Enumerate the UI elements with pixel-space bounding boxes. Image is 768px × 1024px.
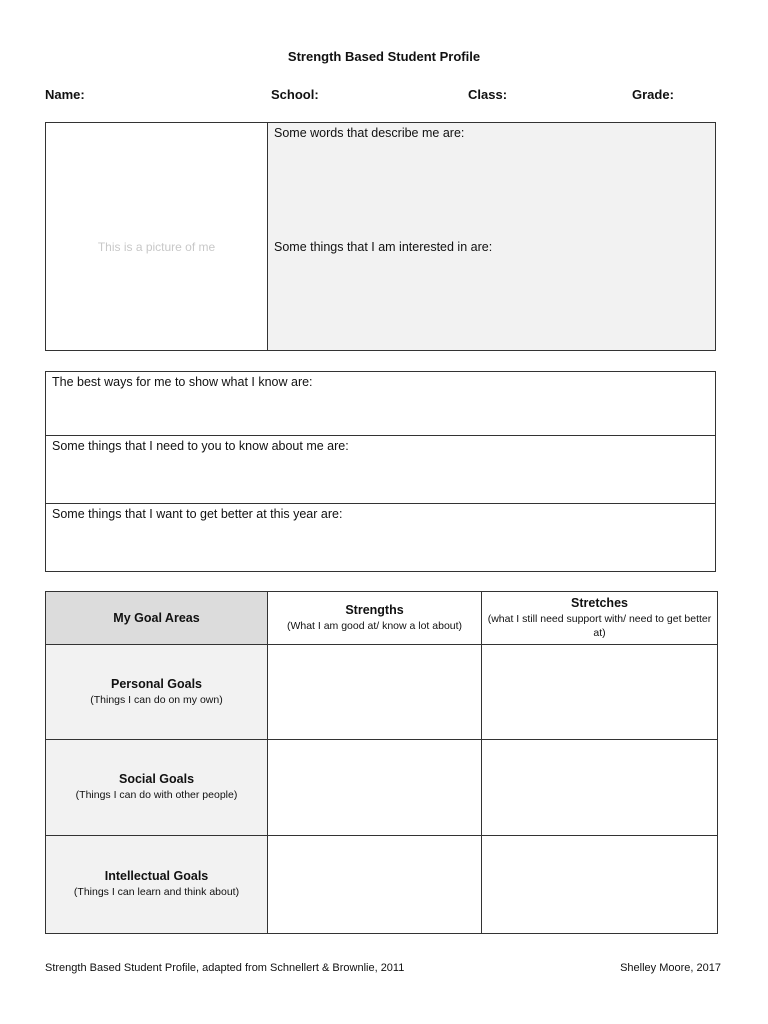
intellectual-stretches-cell[interactable]	[482, 836, 718, 934]
about-me-box	[45, 122, 716, 351]
social-goals-label: Social Goals	[118, 772, 195, 787]
social-goals-cell	[46, 740, 268, 836]
goals-table	[45, 591, 718, 934]
personal-stretches-cell[interactable]	[482, 645, 718, 740]
intellectual-goals-cell	[46, 836, 268, 934]
strengths-header-sub: (What I am good at/ know a lot about)	[286, 619, 463, 632]
picture-placeholder-text: This is a picture of me	[97, 240, 216, 254]
personal-goals-sub: (Things I can do on my own)	[90, 693, 223, 706]
picture-area[interactable]	[46, 123, 268, 350]
interests-prompt: Some things that I am interested in are:	[274, 240, 493, 254]
need-know-prompt: Some things that I need to you to know about me are:	[52, 439, 349, 453]
document-title: Strength Based Student Profile	[287, 49, 481, 64]
table-row	[46, 836, 718, 934]
footer-source: Strength Based Student Profile, adapted from Schnellert & Brownlie, 2011	[45, 962, 405, 974]
personal-goals-label: Personal Goals	[110, 676, 202, 691]
social-stretches-cell[interactable]	[482, 740, 718, 836]
show-know-prompt: The best ways for me to show what I know are:	[52, 375, 313, 389]
about-me-text-area[interactable]	[268, 123, 715, 350]
learning-prompts-box	[45, 371, 716, 572]
goal-areas-header	[46, 592, 268, 645]
stretches-header-sub: (what I still need support with/ need to get better at)	[487, 612, 712, 639]
intellectual-goals-sub: (Things I can learn and think about)	[73, 886, 240, 899]
social-strengths-cell[interactable]	[268, 740, 482, 836]
footer-author: Shelley Moore, 2017	[620, 962, 721, 974]
personal-strengths-cell[interactable]	[268, 645, 482, 740]
grade-label: Grade:	[632, 87, 674, 102]
goal-areas-header-label: My Goal Areas	[113, 611, 200, 625]
get-better-row[interactable]	[46, 504, 715, 571]
social-goals-sub: (Things I can do with other people)	[75, 789, 238, 802]
table-row	[46, 740, 718, 836]
name-label: Name:	[45, 87, 85, 102]
goals-header-row	[46, 592, 718, 645]
school-label: School:	[271, 87, 319, 102]
class-label: Class:	[468, 87, 508, 102]
describe-me-prompt: Some words that describe me are:	[274, 126, 465, 140]
strengths-header-label: Strengths	[345, 602, 404, 617]
intellectual-goals-label: Intellectual Goals	[104, 869, 209, 884]
need-know-row[interactable]	[46, 436, 715, 504]
stretches-header	[482, 592, 718, 645]
stretches-header-label: Stretches	[571, 595, 628, 610]
table-row	[46, 645, 718, 740]
show-know-row[interactable]	[46, 372, 715, 436]
get-better-prompt: Some things that I want to get better at this year are:	[52, 507, 343, 521]
strengths-header	[268, 592, 482, 645]
intellectual-strengths-cell[interactable]	[268, 836, 482, 934]
personal-goals-cell	[46, 645, 268, 740]
